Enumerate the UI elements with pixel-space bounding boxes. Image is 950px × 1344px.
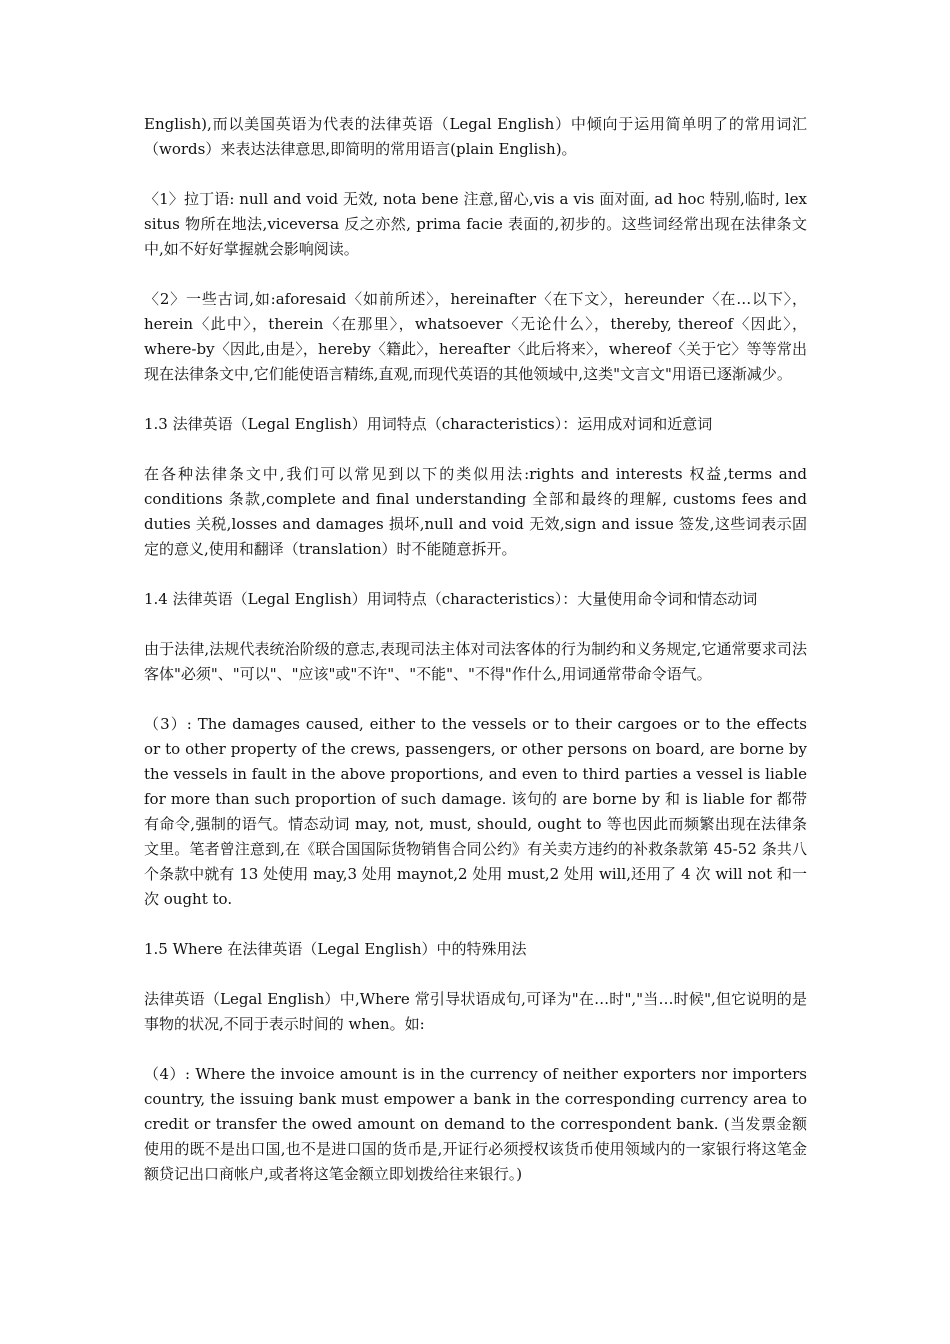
section-heading-1-4: 1.4 法律英语（Legal English）用词特点（characteristics）：大量使用命令词和情态动词 [144, 590, 758, 608]
section-heading-1-5: 1.5 Where 在法律英语（Legal English）中的特殊用法 [144, 940, 527, 958]
paragraph-plain-english: English),而以美国英语为代表的法律英语（Legal English）中倾向于运用简单明了的常用词汇（words）来表达法律意思,即简明的常用语言(plain English)。 [144, 115, 807, 158]
paragraph-example-4: （4）: Where the invoice amount is in the currency of neither exporters nor importers country, the issuing bank must empower a bank in the corresponding currency area to credit or transfer the owed amount on demand to the correspondent bank. (当发票金额使用的既不是出口国,也不是进口国的货币是,开证行必须授权该货币使用领域内的一家银行将这笔金额贷记出口商帐户,或者将这笔金额立即划拨给往来银行。) [144, 1065, 807, 1183]
section-heading-1-3: 1.3 法律英语（Legal English）用词特点（characteristics）：运用成对词和近意词 [144, 415, 713, 433]
paragraph-imperative-mood: 由于法律,法规代表统治阶级的意志,表现司法主体对司法客体的行为制约和义务规定,它通常要求司法客体"必须"、"可以"、"应该"或"不许"、"不能"、"不得"作什么,用词通常带命令语气。 [144, 640, 807, 683]
document-page [144, 112, 807, 1212]
paragraph-where-usage: 法律英语（Legal English）中,Where 常引导状语成句,可译为"在…时","当…时候",但它说明的是事物的状况,不同于表示时间的 when。如: [144, 990, 807, 1033]
paragraph-example-3: （3）: The damages caused, either to the vessels or to their cargoes or to the effects or to other property of the crews, passengers, or other persons on board, are borne by the vessels in fault in the above proportions, and even to third parties a vessel is liable for more than such proportion of such damage. 该句的 are borne by 和 is liable for 都带有命令,强制的语气。情态动词 may, not, must, should, ought to 等也因此而频繁出现在法律条文里。笔者曾注意到,在《联合国国际货物销售合同公约》有关卖方违约的补救条款第 45-52 条共八个条款中就有 13 处使用 may,3 处用 maynot,2 处用 must,2 处用 will,还用了 4 次 will not 和一次 ought to. [144, 715, 807, 908]
paragraph-archaic-words: 〈2〉一些古词,如:aforesaid〈如前所述〉，hereinafter〈在下文〉，hereunder〈在…以下〉，herein〈此中〉，therein〈在那里〉，whatsoever〈无论什么〉，thereby, thereof〈因此〉，where-by〈因此,由是〉，hereby〈籍此〉，hereafter〈此后将来〉，whereof〈关于它〉等等常出现在法律条文中,它们能使语言精练,直观,而现代英语的其他领域中,这类"文言文"用语已逐渐减少。 [144, 290, 807, 383]
paragraph-latin-terms: 〈1〉拉丁语: null and void 无效, nota bene 注意,留心,vis a vis 面对面, ad hoc 特别,临时, lex situs 物所在地法,viceversa 反之亦然, prima facie 表面的,初步的。这些词经常出现在法律条文中,如不好好掌握就会影响阅读。 [144, 190, 807, 258]
paragraph-paired-words: 在各种法律条文中,我们可以常见到以下的类似用法:rights and interests 权益,terms and conditions 条款,complete and final understanding 全部和最终的理解, customs fees and duties 关税,losses and damages 损坏,null and void 无效,sign and issue 签发,这些词表示固定的意义,使用和翻译（translation）时不能随意拆开。 [144, 465, 807, 558]
